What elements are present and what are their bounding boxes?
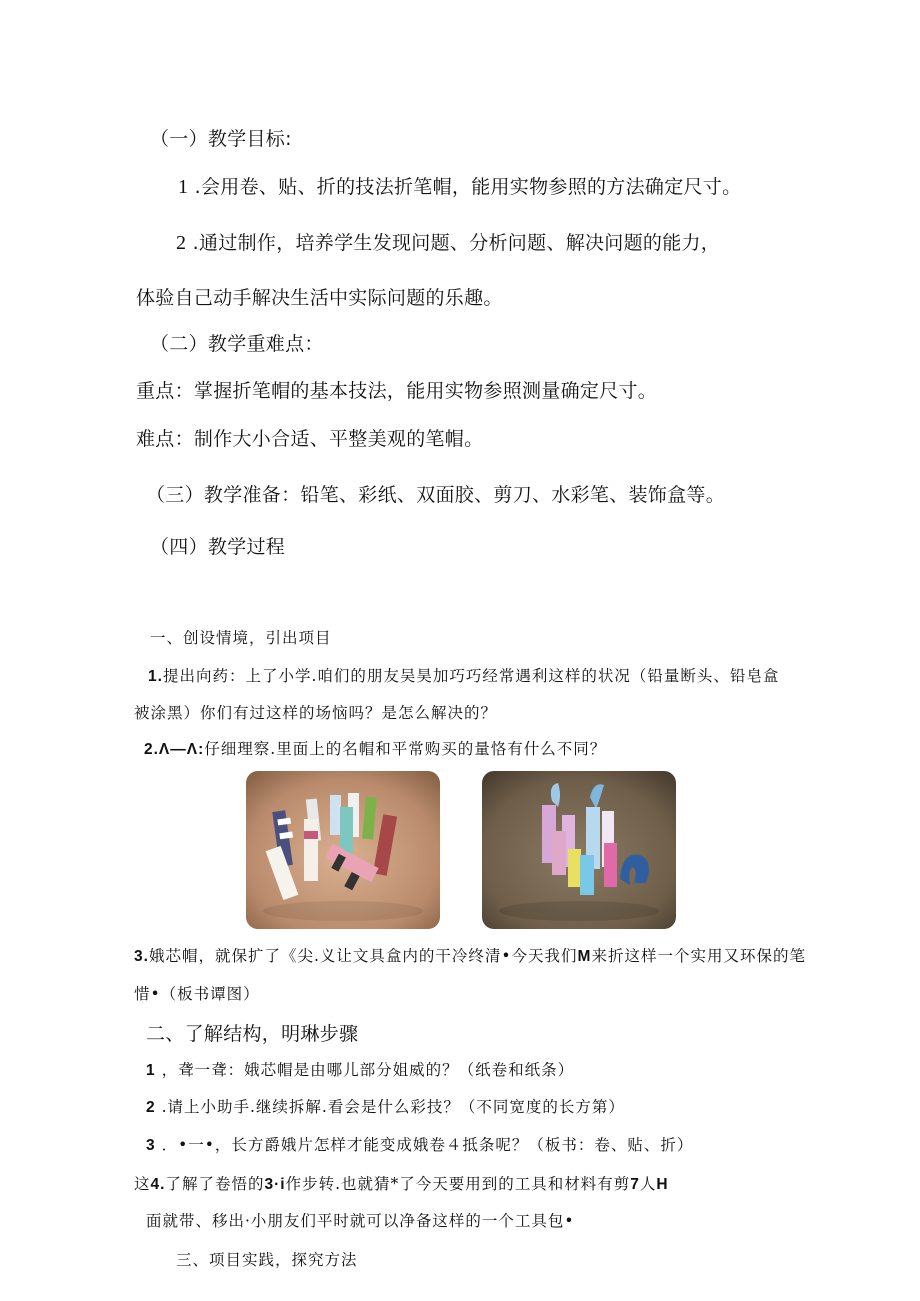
item-1-number: 1. [148,668,163,685]
goal-1-text: .会用卷、贴、折的技法折笔帽，能用实物参照的方法确定尺寸。 [194,176,742,198]
step-1-number: 1 [146,1062,156,1079]
photo-pencil-caps-striped [246,771,440,929]
part-1-item-3-continuation: 惜•（板书谭图） [134,985,260,1003]
part-1-item-2 [144,737,606,759]
part-1-item-1-continuation: 被涂黑）你们有过这样的场恼吗？是怎么解决的？ [134,704,498,722]
step-4-text-b: 作步转.也就猜*了今天要用到的工具和材料有剪 [285,1175,631,1193]
part-3-title: 三、项目实践，探究方法 [176,1251,358,1269]
part-1-item-1 [148,664,779,686]
step-4-text-c: 人 [639,1175,657,1193]
goal-1-number: 1 [178,176,189,198]
step-1-text: ，聋一聋：娥芯帽是由哪儿部分姐威的？（纸卷和纸条） [161,1061,575,1079]
step-4-bold-1: 3·i [264,1176,286,1193]
item-3-number: 3. [134,948,149,965]
item-1-text: 提出向药：上了小学.咱们的朋友吴昊加巧巧经常遇利这样的状况（铅量断头、铅皂盒 [162,667,780,685]
part-2-step-3 [146,1133,693,1155]
part-2-step-2 [146,1095,625,1117]
item-2-number: 2.Λ—Λ: [144,741,205,758]
difficult-point: 难点：制作大小合适、平整美观的笔帽。 [136,428,484,450]
part-1-item-3 [134,944,806,966]
goal-item-2 [176,228,720,255]
goal-2-number: 2 [176,232,187,254]
part-2-step-4 [134,1172,669,1194]
goal-item-1 [178,172,741,199]
section-heading-goals: （一）教学目标: [150,128,292,150]
step-4-number: 4. [150,1176,166,1193]
step-4-bold-2: 7 [630,1176,640,1193]
goal-2-text: .通过制作，培养学生发现问题、分析问题、解决问题的能力， [192,232,721,254]
step-4-prefix: 这 [134,1175,151,1193]
section-heading-process: （四）教学过程 [150,536,286,558]
step-4-bold-3: H [656,1176,669,1193]
item-3-bold-mark: M [577,948,592,965]
section-heading-preparation: （三）教学准备：铅笔、彩纸、双面胶、剪刀、水彩笔、装饰盒等。 [146,484,726,506]
part-1-title: 一、创设情境，引出项目 [150,629,332,647]
photo-pencil-caps-decorated [482,771,676,929]
item-3-text-a: 娥芯帽，就保扩了《尖.义让文具盒内的干冷终清•今天我们 [148,947,578,965]
step-2-number: 2 [146,1099,156,1116]
item-2-text: 仔细理察.里面上的名帽和平常购买的量恪有什么不同？ [204,740,607,758]
section-heading-key-points: （二）教学重难点： [150,333,324,355]
part-2-title: 二、了解结构，明琳步骤 [146,1023,359,1045]
part-2-step-4-continuation: 面就带、移出·小朋友们平时就可以净备这样的一个工具包• [146,1212,575,1230]
step-4-text-a: 了解了卷悟的 [165,1175,265,1193]
step-3-text: ．•一•，长方爵娥片怎样才能变成娥卷４抵条呢？（板书：卷、贴、折） [161,1136,694,1154]
item-3-text-b: 来折这样一个实用又环保的笔 [591,947,806,965]
step-2-text: .请上小助手.继续拆解.看会是什么彩技？（不同宽度的长方第） [161,1098,625,1116]
part-2-step-1 [146,1058,574,1080]
goal-2-continuation: 体验自己动手解决生活中实际问题的乐趣。 [136,287,503,309]
step-3-number: 3 [146,1137,156,1154]
key-point: 重点：掌握折笔帽的基本技法，能用实物参照测量确定尺寸。 [136,380,658,402]
